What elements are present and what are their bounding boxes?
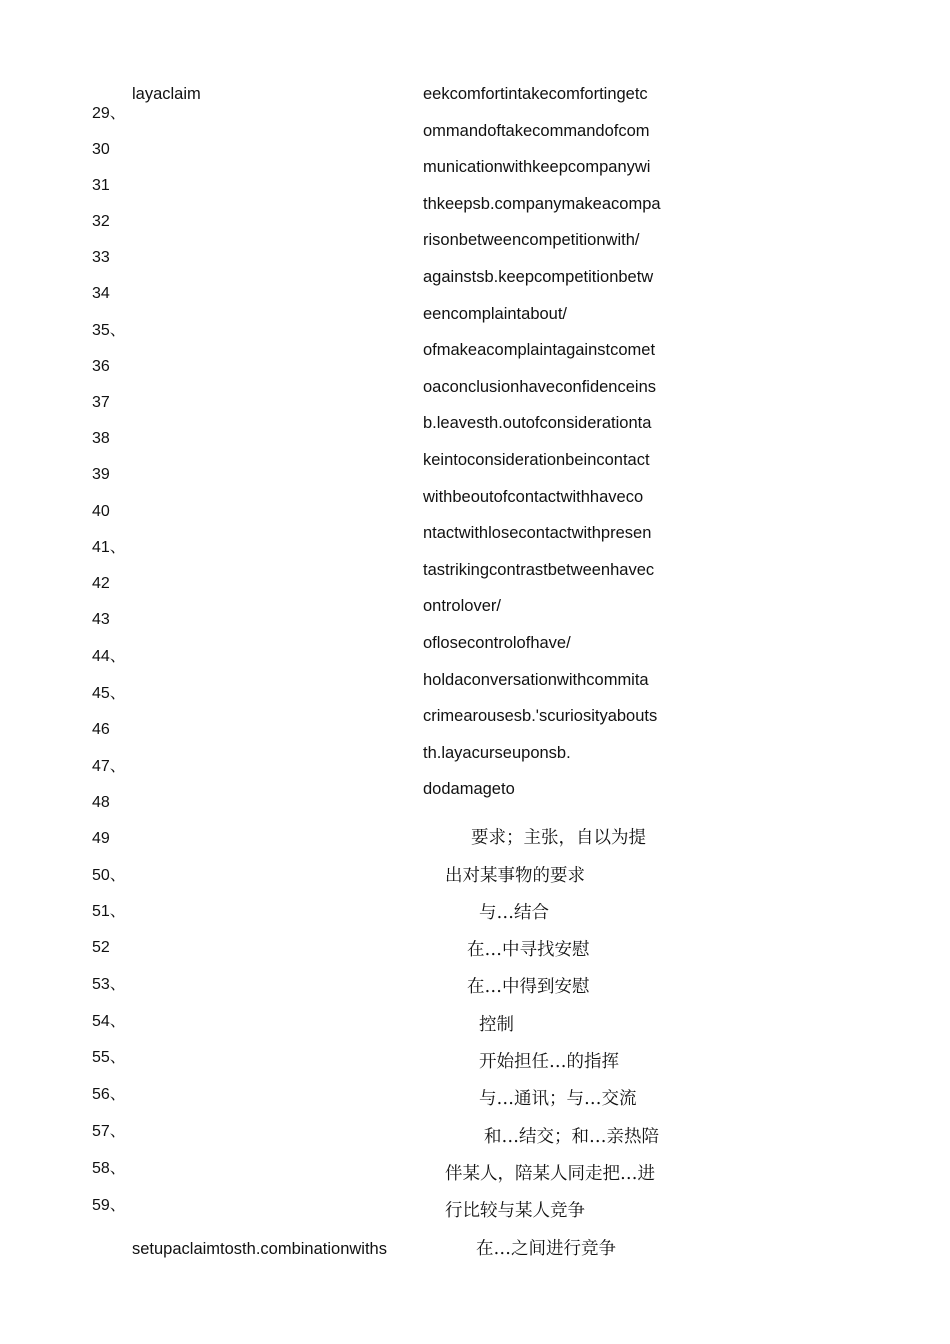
chinese-line: 伴某人，陪某人同走把…进: [445, 1164, 655, 1184]
english-line: risonbetweencompetitionwith/: [423, 231, 640, 250]
line-number: 54、: [92, 1013, 126, 1030]
line-number: 34: [92, 285, 110, 302]
english-line: ofmakeacomplaintagainstcomet: [423, 341, 656, 360]
english-line: oaconclusionhaveconfidenceins: [423, 377, 656, 396]
line-number: 42: [92, 575, 110, 592]
english-line: eekcomfortintakecomfortingetc: [423, 85, 648, 103]
english-line: holdaconversationwithcommita: [423, 670, 649, 689]
chinese-line: 在…之间进行竞争: [476, 1239, 616, 1259]
line-number: 31: [92, 177, 110, 194]
line-number: 59、: [92, 1197, 126, 1214]
chinese-line: 与…结合: [479, 903, 549, 923]
english-line: municationwithkeepcompanywi: [423, 158, 651, 177]
english-line: againstsb.keepcompetitionbetw: [423, 267, 654, 286]
chinese-line: 要求；主张，自以为提: [471, 828, 646, 848]
line-number: 33: [92, 249, 110, 266]
english-line: keintoconsiderationbeincontact: [423, 450, 650, 469]
english-line: th.layacurseuponsb.: [423, 743, 571, 762]
english-phrase-column: [423, 82, 693, 814]
english-line: tastrikingcontrastbetweenhavec: [423, 560, 655, 579]
line-number: 43: [92, 611, 110, 628]
english-line: ntactwithlosecontactwithpresen: [423, 524, 652, 543]
line-number: 37: [92, 394, 110, 411]
chinese-line: 在…中得到安慰: [467, 977, 590, 997]
line-number: 51、: [92, 903, 126, 920]
english-line: ontrolover/: [423, 597, 501, 616]
line-number: 57、: [92, 1123, 126, 1140]
line-number: 44、: [92, 648, 126, 665]
english-line: ommandoftakecommandofcom: [423, 121, 650, 140]
english-line: b.leavesth.outofconsiderationta: [423, 414, 652, 433]
line-number: 35、: [92, 322, 126, 339]
line-number: 30: [92, 141, 110, 158]
line-number: 45、: [92, 685, 126, 702]
english-line: eencomplaintabout/: [423, 304, 568, 323]
chinese-line: 在…中寻找安慰: [467, 940, 590, 960]
left-phrase-top: layaclaim: [132, 85, 201, 103]
line-number: 41、: [92, 539, 126, 556]
line-number: 29、: [92, 105, 126, 122]
line-number: 48: [92, 794, 110, 811]
line-number: 50、: [92, 867, 126, 884]
line-number: 56、: [92, 1086, 126, 1103]
english-line: crimearousesb.'scuriosityabouts: [423, 707, 658, 726]
line-number: 39: [92, 466, 110, 483]
line-number: 49: [92, 830, 110, 847]
chinese-line: 行比较与某人竞争: [445, 1201, 585, 1221]
line-number: 40: [92, 503, 110, 520]
line-number: 52: [92, 939, 110, 956]
line-number: 46: [92, 721, 110, 738]
line-number: 53、: [92, 976, 126, 993]
english-line: withbeoutofcontactwithhaveco: [423, 487, 644, 506]
line-number: 58、: [92, 1160, 126, 1177]
chinese-line: 与…通讯；与…交流: [479, 1089, 637, 1109]
english-line: thkeepsb.companymakeacompa: [423, 194, 661, 213]
chinese-line: 开始担任…的指挥: [479, 1052, 619, 1072]
line-number: 55、: [92, 1049, 126, 1066]
chinese-line: 和…结交；和…亲热陪: [484, 1127, 659, 1147]
left-phrase-bottom: setupaclaimtosth.combinationwiths: [132, 1240, 387, 1258]
line-number: 36: [92, 358, 110, 375]
english-line: dodamageto: [423, 780, 515, 799]
line-number: 32: [92, 213, 110, 230]
english-line: oflosecontrolofhave/: [423, 633, 571, 652]
line-number: 38: [92, 430, 110, 447]
chinese-line: 出对某事物的要求: [445, 866, 585, 886]
chinese-line: 控制: [479, 1015, 514, 1035]
line-number: 47、: [92, 758, 126, 775]
